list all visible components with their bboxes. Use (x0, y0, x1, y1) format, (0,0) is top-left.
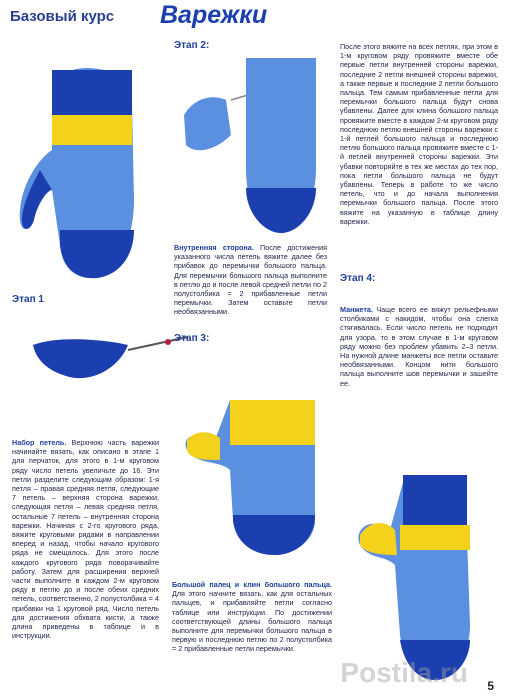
stage-4-heading: Этап 4: (340, 273, 376, 284)
cuff-text (340, 305, 498, 388)
stage-3-heading: Этап 3: (174, 333, 210, 344)
stage-1-heading: Этап 1 (12, 294, 44, 305)
stage-4-image (345, 455, 495, 685)
cast-on-heading: Набор петель. (12, 438, 67, 447)
cuff-body: Чаще всего ее вяжут рельефными столбиками с накидом, чтобы она слегка стягивалась. Если число петель не подходит для узора, то в этом случае в 1-м круговом ряду можно без проблем убавить 2–3 петли. На нужной длине манжеты все петли оставьте необвязанными. Концом нити большого пальца выполните шов перемычки и зашейте ее. (340, 305, 498, 388)
stage-1-image (28, 315, 198, 400)
watermark: Postila.ru (340, 657, 468, 688)
cast-on-text (12, 438, 159, 640)
thumb-text (172, 580, 332, 654)
page-title: Варежки (160, 1, 268, 29)
inner-side-body: После достижения указанного числа петель вяжите далее без прибавок до перемычки большого пальца. Для перемычки большого пальца выполните в петлю до и после левой средней петли по 2 полустолбика = 2 прибавленные петли перемычки. Затем оставьте петли необвязанными. (174, 243, 327, 317)
inner-side-text (174, 243, 327, 317)
thumb-body: Для этого начните вязать, как для остальных пальцев, и прибавляйте петли согласно таблице или инструкции. По достижении соответствующей длины большого пальца выполните для перемычки большого пальца в первую и последнюю петлю по 2 полустолбика = 2 прибавленные петли перемычки. (172, 589, 332, 654)
thumb-heading: Большой палец и клин большого пальца. (172, 580, 332, 589)
course-label: Базовый курс (10, 8, 115, 25)
stage-3-image (175, 360, 335, 560)
stage-2-body-image (236, 48, 328, 238)
cuff-heading: Манжета. (340, 305, 373, 314)
cast-on-body: Верхнюю часть варежки начинайте вязать, как описано в этапе 1 для перчаток, для этого в 1-м круговом ряду число петель увеличьте до 16. Эти петли разделите следующим образом: 1-я петля – правая средняя петля, следующие 7 петель – верхняя сторона варежки, следующая петля – левая средняя петля, остальные 7 петель – внутренняя сторона варежки. Начиная с 2-го кругового ряда, вяжите круговыми рядами в направлении вперед и назад, чтобы начало кругового ряда не смещалось. Для этого после каждого кругового ряда поворачивайте работу. Затем для расширения верхней части выполните в каждом 2-м круговом ряду в петлю до и после обеих средних петель, соответственно, 2 полустолбика = 4 прибавки на 1 круговой ряд. Число петель для достижения обхвата кисти, а также длина приведены в таблице и в инструкции. (12, 438, 159, 641)
page-number: 5 (487, 679, 494, 693)
inner-side-heading: Внутренняя сторона. (174, 243, 254, 252)
decrease-text: После этого вяжите на всех петлях, при этом в 1-м круговом ряду провяжите вместе обе первые петли внутренней стороны варежки, последние 2 петли внешней стороны варежки, а также первые и последние 2 петли большого пальца. Тем самым прибавленные петли для перемычки большого пальца будут снова убавлены. Далее для клина большого пальца провяжите вместе в каждом 2-м круговом ряду последнюю петлю внешней стороны варежки с 1-й петлей большого пальца и последнюю петлю большого пальца провяжите вместе с 1-й петлей внутренней стороны варежки. Эти убавки повторяйте в тех же местах до тех пор, пока петли большого пальца не будут убавлены. Теперь в работе то же число петель, что и до начала выполнения перемычки большого пальца. После этого вяжите на указанную в таблице длину варежки. (340, 42, 498, 226)
finished-mitten-image (12, 50, 162, 280)
stage-2-heading: Этап 2: (174, 40, 210, 51)
